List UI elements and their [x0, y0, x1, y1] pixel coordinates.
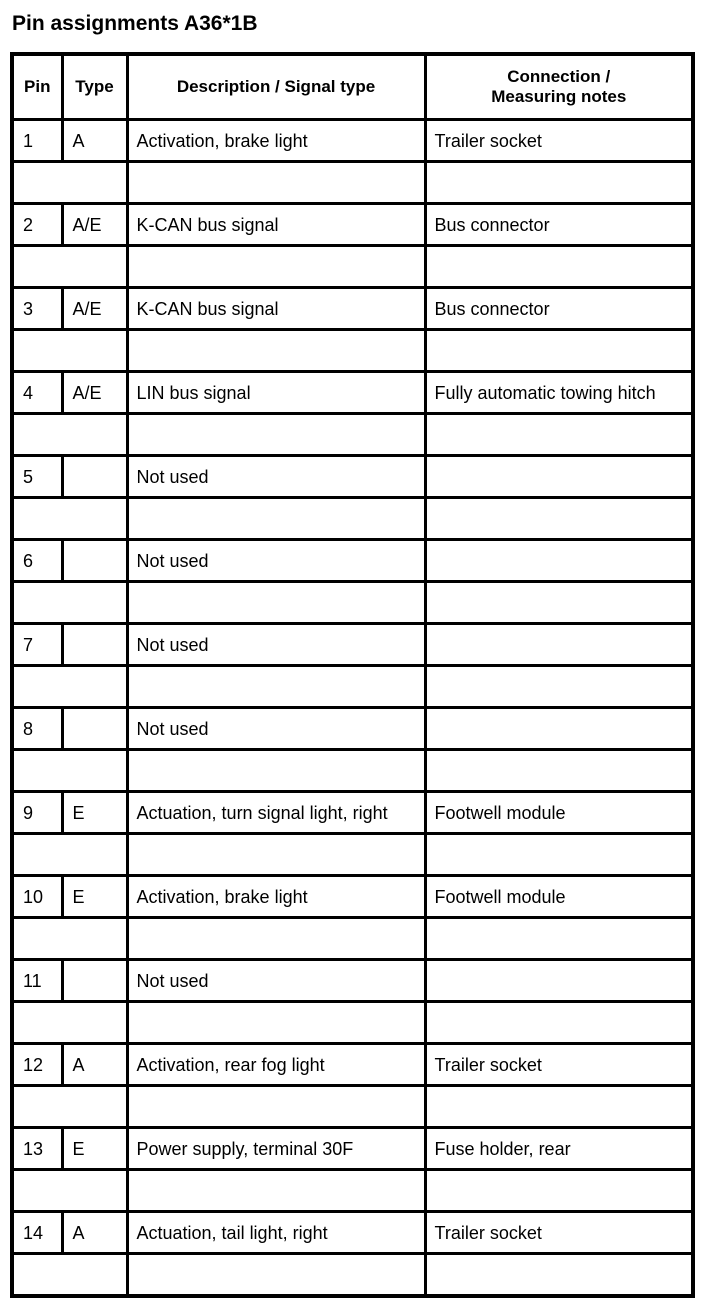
table-row: [12, 1128, 693, 1170]
pin-cell: 3: [12, 288, 62, 330]
table-spacer-row: [12, 330, 693, 372]
table-row: [12, 876, 693, 918]
spacer-cell: [425, 1254, 693, 1297]
connection-cell: Trailer socket: [425, 1044, 693, 1086]
type-cell: [62, 960, 127, 1002]
spacer-cell: [425, 1170, 693, 1212]
description-cell: Actuation, tail light, right: [127, 1212, 425, 1254]
spacer-cell: [12, 246, 127, 288]
description-cell: Not used: [127, 708, 425, 750]
header-connection: [425, 54, 693, 120]
connection-cell: [425, 624, 693, 666]
spacer-cell: [425, 666, 693, 708]
header-pin: Pin: [12, 54, 62, 120]
description-cell: Not used: [127, 456, 425, 498]
type-cell: [62, 708, 127, 750]
table-spacer-row: [12, 582, 693, 624]
table-spacer-row: [12, 246, 693, 288]
pin-cell: 9: [12, 792, 62, 834]
description-cell: Activation, brake light: [127, 876, 425, 918]
description-cell: LIN bus signal: [127, 372, 425, 414]
table-row: [12, 120, 693, 162]
type-cell: [62, 624, 127, 666]
pin-cell: 2: [12, 204, 62, 246]
table-row: [12, 708, 693, 750]
pin-cell: 13: [12, 1128, 62, 1170]
type-cell: [62, 540, 127, 582]
spacer-cell: [12, 414, 127, 456]
spacer-cell: [425, 582, 693, 624]
pin-cell: 6: [12, 540, 62, 582]
connection-cell: Fuse holder, rear: [425, 1128, 693, 1170]
description-cell: Actuation, turn signal light, right: [127, 792, 425, 834]
table-body: [12, 120, 693, 1297]
spacer-cell: [127, 1002, 425, 1044]
spacer-cell: [127, 834, 425, 876]
type-cell: A: [62, 120, 127, 162]
header-description: Description / Signal type: [127, 54, 425, 120]
spacer-cell: [127, 1170, 425, 1212]
description-cell: K-CAN bus signal: [127, 288, 425, 330]
pin-assignment-table: [10, 52, 695, 1298]
spacer-cell: [12, 834, 127, 876]
spacer-cell: [425, 414, 693, 456]
type-cell: [62, 456, 127, 498]
pin-cell: 12: [12, 1044, 62, 1086]
connection-cell: Bus connector: [425, 288, 693, 330]
table-row: [12, 288, 693, 330]
spacer-cell: [12, 750, 127, 792]
spacer-cell: [127, 498, 425, 540]
spacer-cell: [127, 162, 425, 204]
table-row: [12, 204, 693, 246]
table-row: [12, 792, 693, 834]
connection-cell: Bus connector: [425, 204, 693, 246]
table-row: [12, 1044, 693, 1086]
connection-cell: Trailer socket: [425, 120, 693, 162]
connection-cell: Footwell module: [425, 792, 693, 834]
table-row: [12, 372, 693, 414]
spacer-cell: [12, 666, 127, 708]
spacer-cell: [12, 1254, 127, 1297]
type-cell: A: [62, 1044, 127, 1086]
spacer-cell: [127, 666, 425, 708]
connection-cell: Trailer socket: [425, 1212, 693, 1254]
spacer-cell: [425, 498, 693, 540]
table-spacer-row: [12, 750, 693, 792]
spacer-cell: [127, 582, 425, 624]
spacer-cell: [425, 834, 693, 876]
table-spacer-row: [12, 834, 693, 876]
table-spacer-row: [12, 1170, 693, 1212]
pin-cell: 5: [12, 456, 62, 498]
header-connection-line1: Connection /: [507, 67, 611, 86]
spacer-cell: [425, 918, 693, 960]
connection-cell: [425, 960, 693, 1002]
spacer-cell: [425, 330, 693, 372]
pin-cell: 1: [12, 120, 62, 162]
pin-cell: 4: [12, 372, 62, 414]
type-cell: A/E: [62, 288, 127, 330]
spacer-cell: [425, 1002, 693, 1044]
description-cell: Not used: [127, 960, 425, 1002]
pin-cell: 11: [12, 960, 62, 1002]
table-row: [12, 624, 693, 666]
spacer-cell: [127, 246, 425, 288]
table-spacer-row: [12, 414, 693, 456]
spacer-cell: [425, 246, 693, 288]
pin-cell: 14: [12, 1212, 62, 1254]
table-row: [12, 456, 693, 498]
table-header-row: [12, 54, 693, 120]
table-row: [12, 960, 693, 1002]
pin-cell: 8: [12, 708, 62, 750]
table-spacer-row: [12, 498, 693, 540]
table-spacer-row: [12, 918, 693, 960]
table-spacer-row: [12, 1002, 693, 1044]
description-cell: Activation, brake light: [127, 120, 425, 162]
spacer-cell: [127, 750, 425, 792]
description-cell: Activation, rear fog light: [127, 1044, 425, 1086]
connection-cell: [425, 540, 693, 582]
connection-cell: Footwell module: [425, 876, 693, 918]
description-cell: Power supply, terminal 30F: [127, 1128, 425, 1170]
type-cell: E: [62, 1128, 127, 1170]
spacer-cell: [12, 918, 127, 960]
description-cell: Not used: [127, 540, 425, 582]
connection-cell: [425, 456, 693, 498]
type-cell: E: [62, 792, 127, 834]
pin-cell: 10: [12, 876, 62, 918]
table-row: [12, 1212, 693, 1254]
spacer-cell: [12, 1002, 127, 1044]
type-cell: A: [62, 1212, 127, 1254]
table-spacer-row: [12, 1254, 693, 1297]
spacer-cell: [127, 414, 425, 456]
type-cell: E: [62, 876, 127, 918]
table-spacer-row: [12, 666, 693, 708]
spacer-cell: [12, 162, 127, 204]
spacer-cell: [425, 1086, 693, 1128]
spacer-cell: [127, 918, 425, 960]
spacer-cell: [12, 330, 127, 372]
header-connection-line2: Measuring notes: [491, 87, 627, 106]
spacer-cell: [12, 1086, 127, 1128]
spacer-cell: [127, 1086, 425, 1128]
spacer-cell: [12, 1170, 127, 1212]
type-cell: A/E: [62, 204, 127, 246]
spacer-cell: [127, 330, 425, 372]
description-cell: Not used: [127, 624, 425, 666]
spacer-cell: [12, 498, 127, 540]
type-cell: A/E: [62, 372, 127, 414]
connection-cell: Fully automatic towing hitch: [425, 372, 693, 414]
header-type: Type: [62, 54, 127, 120]
spacer-cell: [425, 750, 693, 792]
spacer-cell: [127, 1254, 425, 1297]
pin-cell: 7: [12, 624, 62, 666]
table-spacer-row: [12, 162, 693, 204]
spacer-cell: [425, 162, 693, 204]
description-cell: K-CAN bus signal: [127, 204, 425, 246]
table-row: [12, 540, 693, 582]
table-spacer-row: [12, 1086, 693, 1128]
page-title: Pin assignments A36*1B: [12, 12, 258, 35]
connection-cell: [425, 708, 693, 750]
spacer-cell: [12, 582, 127, 624]
